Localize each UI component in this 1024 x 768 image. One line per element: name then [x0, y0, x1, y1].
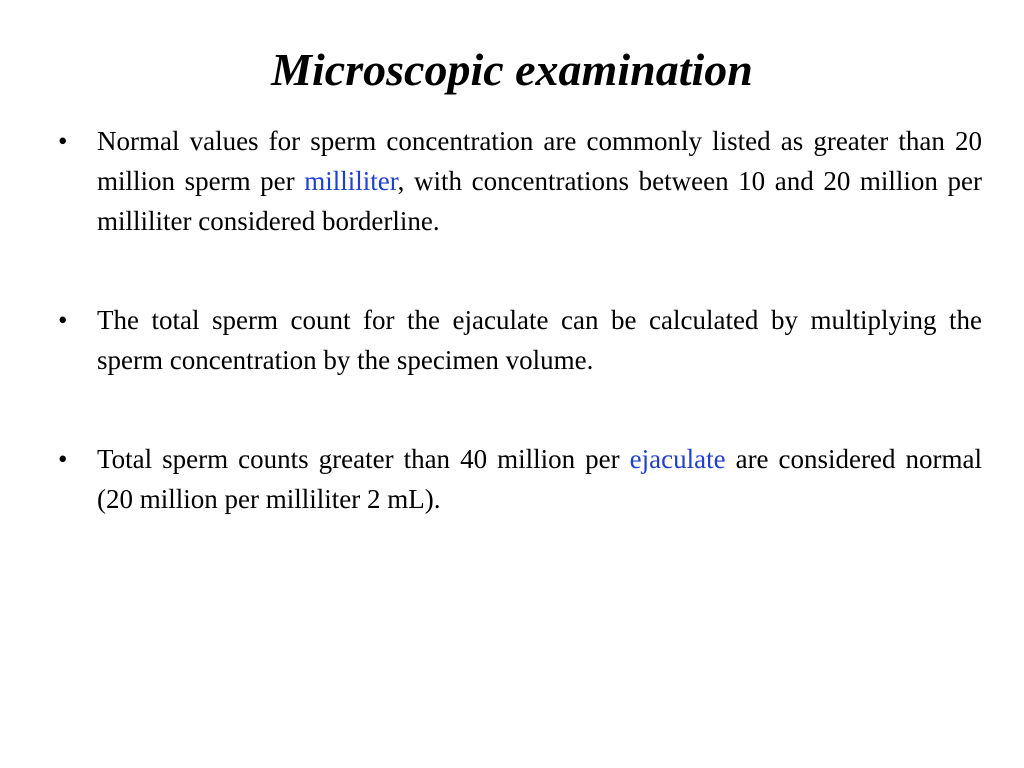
bullet-text-after: , with concentrations between 10 and 20 million per milliliter considered borderline. [97, 166, 983, 236]
milliliter-link[interactable]: milliliter [304, 166, 398, 196]
slide-title: Microscopic examination [271, 44, 753, 95]
bullet-icon: • [58, 305, 68, 335]
bullet-icon: • [58, 444, 68, 474]
bullet-list [56, 121, 982, 519]
bullet-item-total-count [56, 300, 982, 380]
bullet-icon: • [58, 126, 68, 156]
bullet-text: The total sperm count for the ejaculate can be calculated by multiplying the sperm concentration by the specimen volume. [97, 305, 982, 375]
bullet-text-after: are considered normal (20 million per milliliter 2 mL). [97, 444, 983, 514]
ejaculate-link[interactable]: ejaculate [629, 444, 726, 474]
bullet-item-normal-total [56, 439, 982, 519]
bullet-text-before: Total sperm counts greater than 40 million per [97, 444, 630, 474]
bullet-item-concentration [56, 121, 982, 241]
bullet-text-before: Normal values for sperm concentration are commonly listed as greater than 20 million sperm per [97, 126, 982, 196]
